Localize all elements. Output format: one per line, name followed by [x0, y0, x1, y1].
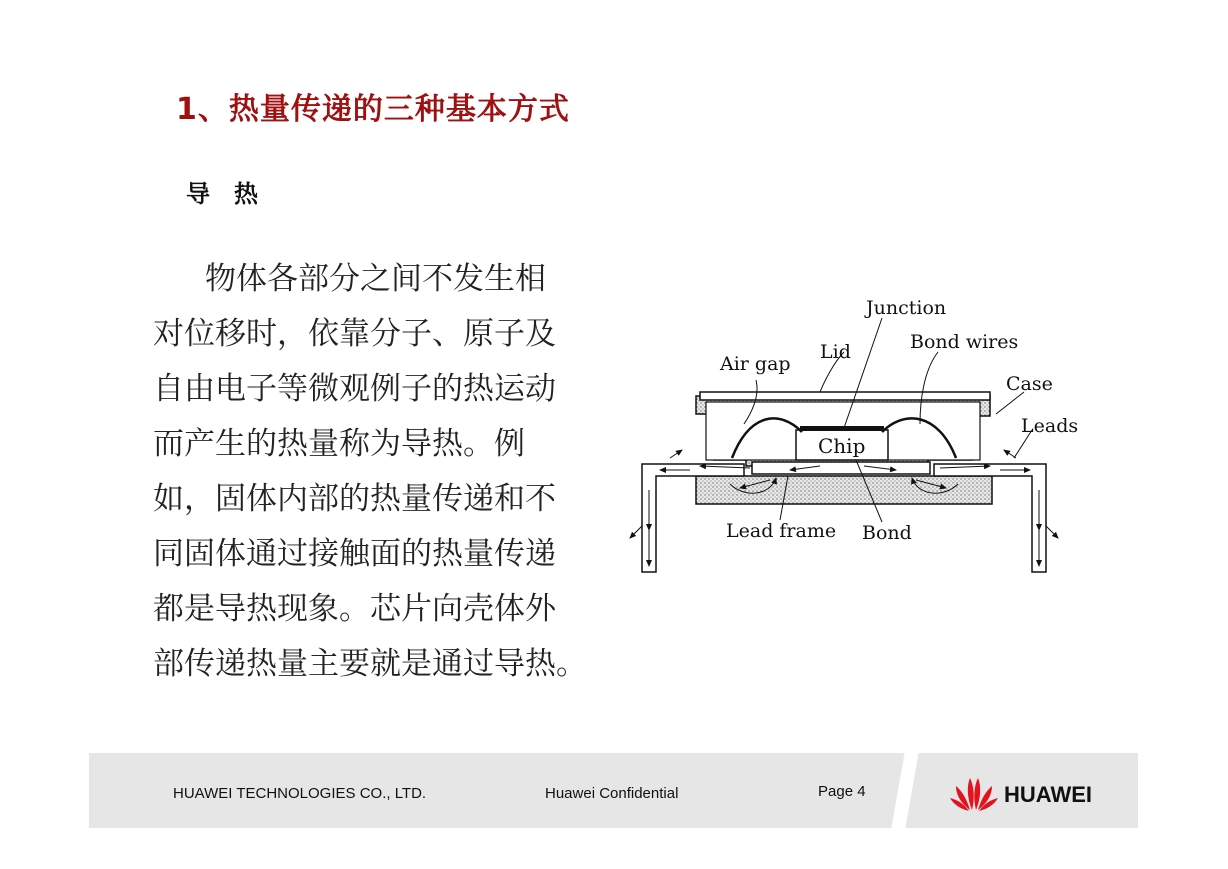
- bond-wires-label: Bond wires: [910, 331, 1019, 353]
- lid-shape: [700, 392, 990, 400]
- body-paragraph: [153, 252, 633, 692]
- footer-company: HUAWEI TECHNOLOGIES CO., LTD.: [173, 785, 427, 802]
- section-subtitle: 导 热: [186, 180, 258, 208]
- body-line: 对位移时，依靠分子、原子及: [153, 316, 556, 352]
- footer-confidential: Huawei Confidential: [545, 785, 679, 802]
- body-line: 自由电子等微观例子的热运动: [153, 371, 556, 407]
- junction-label: Junction: [866, 297, 947, 319]
- case-label: Case: [1006, 373, 1053, 395]
- body-line: 部传递热量主要就是通过导热。: [153, 646, 587, 682]
- huawei-petal-icon: [948, 774, 1000, 814]
- chip-label: Chip: [818, 434, 866, 458]
- body-line: 物体各部分之间不发生相: [205, 261, 546, 297]
- chip-package-diagram: [620, 290, 1080, 580]
- air-gap-label: Air gap: [720, 353, 791, 375]
- slide-title: 1、热量传递的三种基本方式: [176, 92, 570, 127]
- lead-frame-label: Lead frame: [726, 520, 837, 542]
- huawei-logo-text: HUAWEI: [1004, 782, 1092, 807]
- huawei-logo: [948, 774, 1108, 814]
- body-line: 都是导热现象。芯片向壳体外: [153, 591, 556, 627]
- body-line: 同固体通过接触面的热量传递: [153, 536, 556, 572]
- bond-label: Bond: [862, 522, 912, 544]
- page-number: Page 4: [818, 783, 866, 800]
- body-line: 而产生的热量称为导热。例: [153, 426, 525, 462]
- lid-label: Lid: [820, 341, 851, 363]
- leads-label: Leads: [1021, 415, 1079, 437]
- body-line: 如，固体内部的热量传递和不: [153, 481, 556, 517]
